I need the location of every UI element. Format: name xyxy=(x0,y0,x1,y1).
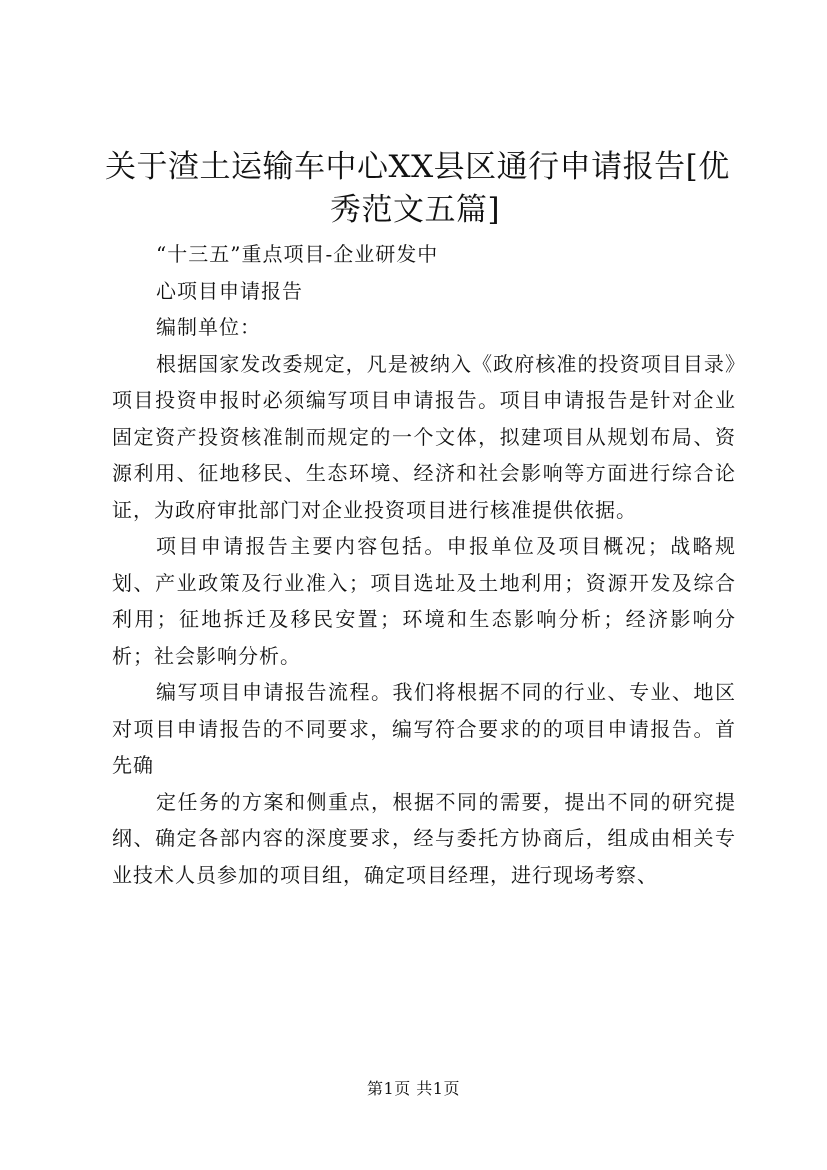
document-title xyxy=(105,146,730,232)
page-footer: 第1页 共1页 xyxy=(367,1079,460,1098)
paragraph-compiling-unit: 编制单位： xyxy=(156,315,261,339)
paragraph-project-heading-1: “十三五”重点项目-企业研发中 xyxy=(156,242,439,266)
paragraph-project-heading-2: 心项目申请报告 xyxy=(156,278,303,303)
paragraph-main-content: 项目申请报告主要内容包括。申报单位及项目概况；战略规划、产业政策及行业准入；项目选址及土地利用；资源开发及综合利用；征地拆迁及移民安置；环境和生态影响分析；经济影响分析；社会影响分析。 xyxy=(112,534,736,668)
title-line-1: 关于渣土运输车中心XX县区通行申请报告[优 xyxy=(105,149,730,185)
paragraph-process: 编写项目申请报告流程。我们将根据不同的行业、专业、地区对项目申请报告的不同要求，编写符合要求的的项目申请报告。首先确 xyxy=(112,680,736,777)
paragraph-regulation: 根据国家发改委规定，凡是被纳入《政府核准的投资项目目录》项目投资申报时必须编写项目申请报告。项目申请报告是针对企业固定资产投资核准制而规定的一个文体，拟建项目从规划布局、资源利用、征地移民、生态环境、经济和社会影响等方面进行综合论证，为政府审批部门对企业投资项目进行核准提供依据。 xyxy=(112,351,736,522)
document-body xyxy=(112,236,736,893)
title-line-2: 秀范文五篇] xyxy=(329,192,501,228)
paragraph-task-plan: 定任务的方案和侧重点，根据不同的需要，提出不同的研究提纲、确定各部内容的深度要求，经与委托方协商后，组成由相关专业技术人员参加的项目组，确定项目经理，进行现场考察、 xyxy=(112,789,736,887)
